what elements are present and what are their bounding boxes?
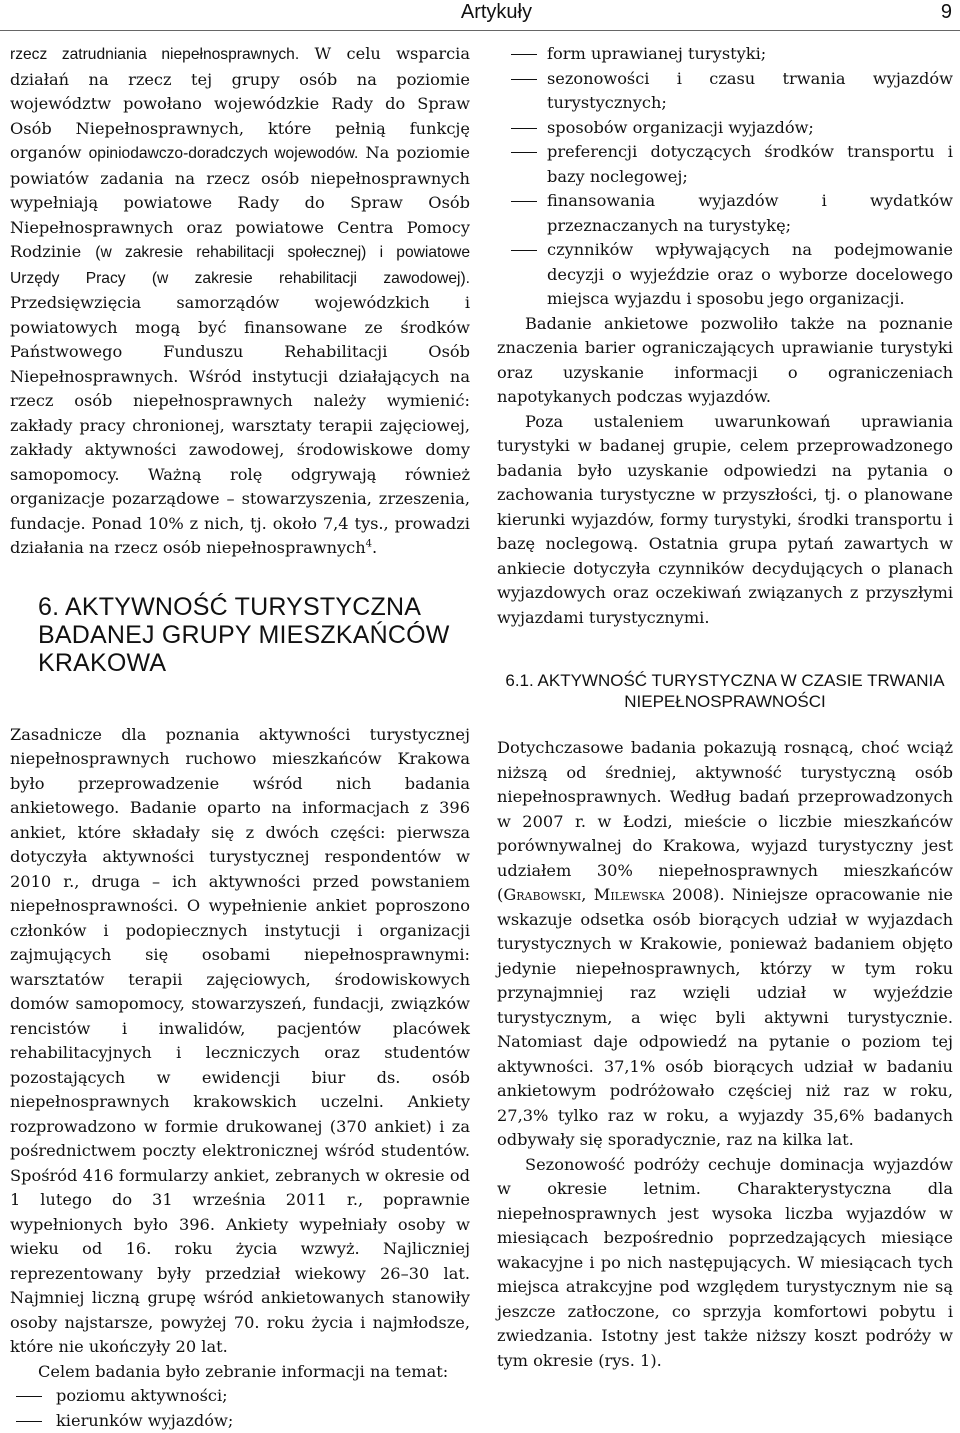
text-run: rzecz zatrudniania niepełnosprawnych. [10, 46, 299, 63]
list-item: preferencji dotyczących środków transportu i bazy noclegowej; [497, 140, 953, 189]
text-run: opiniodawczo-doradczych wojewodów. [89, 145, 359, 162]
right-paragraph-4: Sezonowość podróży cechuje dominacja wyjazdów w okresie letnim. Charakterystyczna dla niepełnosprawnych jest wysoka liczba wyjazdów w miesiącach bezpośrednio poprzedzających miesiące wakacyjne i po nich następujących. W miesiącach tych miejsca atrakcyjne pod względem turystycznym nie są jeszcze zatłoczone, co sprzyja komfortowi pobytu i zwiedzania. Istotny jest także niższy koszt podróży w tym okresie (rys. 1). [497, 1153, 953, 1374]
footnote-ref: 4 [366, 539, 372, 550]
text-run: . [372, 538, 377, 557]
running-header-section: Artykuły [461, 1, 532, 24]
list-item: form uprawianej turystyki; [497, 42, 953, 67]
topic-list-right [497, 42, 953, 312]
list-item: sezonowości i czasu trwania wyjazdów turystycznych; [497, 67, 953, 116]
left-paragraph-1 [10, 42, 470, 561]
right-paragraph-1: Badanie ankietowe pozwoliło także na poznanie znaczenia barier ograniczających uprawianie turystyki oraz uzyskanie informacji o ograniczeniach napotykanych podczas wyjazdów. [497, 312, 953, 410]
left-paragraph-2: Zasadnicze dla poznania aktywności turystycznej niepełnosprawnych ruchowo mieszkańców Krakowa było przeprowadzenie wśród nich badania ankietowego. Badanie oparto na informacjach z 396 ankiet, które składały się z dwóch części: pierwsza dotyczyła aktywności turystycznej respondentów w 2010 r., druga – ich aktywności przed powstaniem niepełnosprawności. O wypełnienie ankiet poproszono członków i podopiecznych instytucji i organizacji zajmujących się osobami niepełnosprawnymi: warsztatów terapii zajęciowych, środowiskowych domów samopomocy, stowarzyszeń, fundacji, związków rencistów i inwalidów, pacjentów placówek rehabilitacyjnych i leczniczych oraz studentów pozostających w ewidencji biur ds. osób niepełnosprawnych krakowskich uczelni. Ankiety rozprowadzono w formie drukowanej (370 ankiet) i za pośrednictwem poczty elektronicznej wśród studentów. Spośród 416 formularzy ankiet, zebranych w okresie od 1 lutego do 31 września 2011 r., poprawnie wypełnionych było 396. Ankiety wypełniały osoby w wieku od 16. roku życia wzwyż. Najliczniej reprezentowany były przedział wiekowy 26–30 lat. Najmniej liczną grupę wśród ankietowanych stanowiły osoby najstarsze, powyżej 70. roku życia i najmłodsze, które nie ukończyły 20 lat. [10, 723, 470, 1360]
list-item: czynników wpływających na podejmowanie decyzji o wyjeździe oraz o wyborze docelowego miejsca wyjazdu i sposobu jego organizacji. [497, 238, 953, 312]
text-run: (w zakresie rehabilitacji społecznej) i powiatowe Urzędy Pracy (w zakresie rehabilitacji zawodowej). [10, 244, 470, 287]
citation-authors: Grabowski, Milewska [503, 885, 664, 904]
list-item: finansowania wyjazdów i wydatków przeznaczanych na turystykę; [497, 189, 953, 238]
list-item: poziomu aktywności; [10, 1384, 470, 1409]
right-paragraph-3 [497, 736, 953, 1153]
topic-list-left [10, 1384, 470, 1433]
list-item: kierunków wyjazdów; [10, 1409, 470, 1433]
section-heading-6-1: 6.1. AKTYWNOŚĆ TURYSTYCZNA W CZASIE TRWANIA NIEPEŁNOSPRAWNOŚCI [497, 670, 953, 712]
list-item: sposobów organizacji wyjazdów; [497, 116, 953, 141]
text-run: W celu wsparcia działań na rzecz tej grupy osób na poziomie województw powołano wojewódzkie Rady do Spraw Osób Niepełnosprawnych, które pełnią funkcję organów [10, 44, 470, 162]
left-column [10, 42, 470, 1433]
page-number: 9 [941, 1, 952, 24]
section-heading-6: 6. AKTYWNOŚĆ TURYSTYCZNA BADANEJ GRUPY MIESZKAŃCÓW KRAKOWA [38, 593, 470, 677]
left-paragraph-3: Celem badania było zebranie informacji na temat: [10, 1360, 470, 1385]
right-column [497, 42, 953, 1373]
text-run: Dotychczasowe badania pokazują rosnącą, choć wciąż niższą od średniej, aktywność turystyczną osób niepełnosprawnych. Według badań przeprowadzonych w 2007 r. w Łodzi, mieście o liczbie mieszkańców porównywalnej do Krakowa, wyjazd turystyczny jest udziałem 30% niepełnosprawnych mieszkańców ( [497, 738, 953, 904]
right-paragraph-2: Poza ustaleniem uwarunkowań uprawiania turystyki w badanej grupie, celem przeprowadzonego badania było uzyskanie odpowiedzi na pytania o zachowania turystyczne w przyszłości, tj. o planowane kierunki wyjazdów, formy turystyki, środki transportu i bazę noclegową. Ostatnia grupa pytań zawartych w ankiecie dotyczyła czynników decydujących o planach wyjazdowych oraz oczekiwań związanych z przyszłymi wyjazdami turystycznymi. [497, 410, 953, 631]
text-run: 2008). Niniejsze opracowanie nie wskazuje odsetka osób biorących udział w wyjazdach turystycznych w Krakowie, ponieważ badaniem objęto jedynie niepełnosprawnych, którzy w tym roku przynajmniej raz wzięli udział w wyjeździe turystycznym, a więc byli aktywni turystycznie. Natomiast daje odpowiedź na pytanie o poziom tej aktywności. 37,1% osób biorących udział w badaniu ankietowym podróżowało częściej niż raz w roku, 27,3% tylko raz w roku, a wyjazdy 35,6% badanych odbywały się sporadycznie, raz na kilka lat. [497, 885, 953, 1149]
running-header [0, 0, 960, 31]
text-run: Przedsięwzięcia samorządów wojewódzkich i powiatowych mogą być finansowane ze środków Państwowego Funduszu Rehabilitacji Osób Niepełnosprawnych. Wśród instytucji działających na rzecz osób niepełnosprawnych należy wymienić: zakłady pracy chronionej, warsztaty terapii zajęciowej, zakłady aktywności zawodowej, środowiskowe domy samopomocy. Ważną rolę odgrywają również organizacje pozarządowe – stowarzyszenia, zrzeszenia, fundacje. Ponad 10% z nich, tj. około 7,4 tys., prowadzi działania na rzecz osób niepełnosprawnych [10, 293, 470, 557]
text-run: Na poziomie powiatów zadania na rzecz osób niepełnosprawnych wypełniają powiatowe Rady do Spraw Osób Niepełnosprawnych oraz powiatowe Centra Pomocy Rodzinie [10, 143, 470, 261]
